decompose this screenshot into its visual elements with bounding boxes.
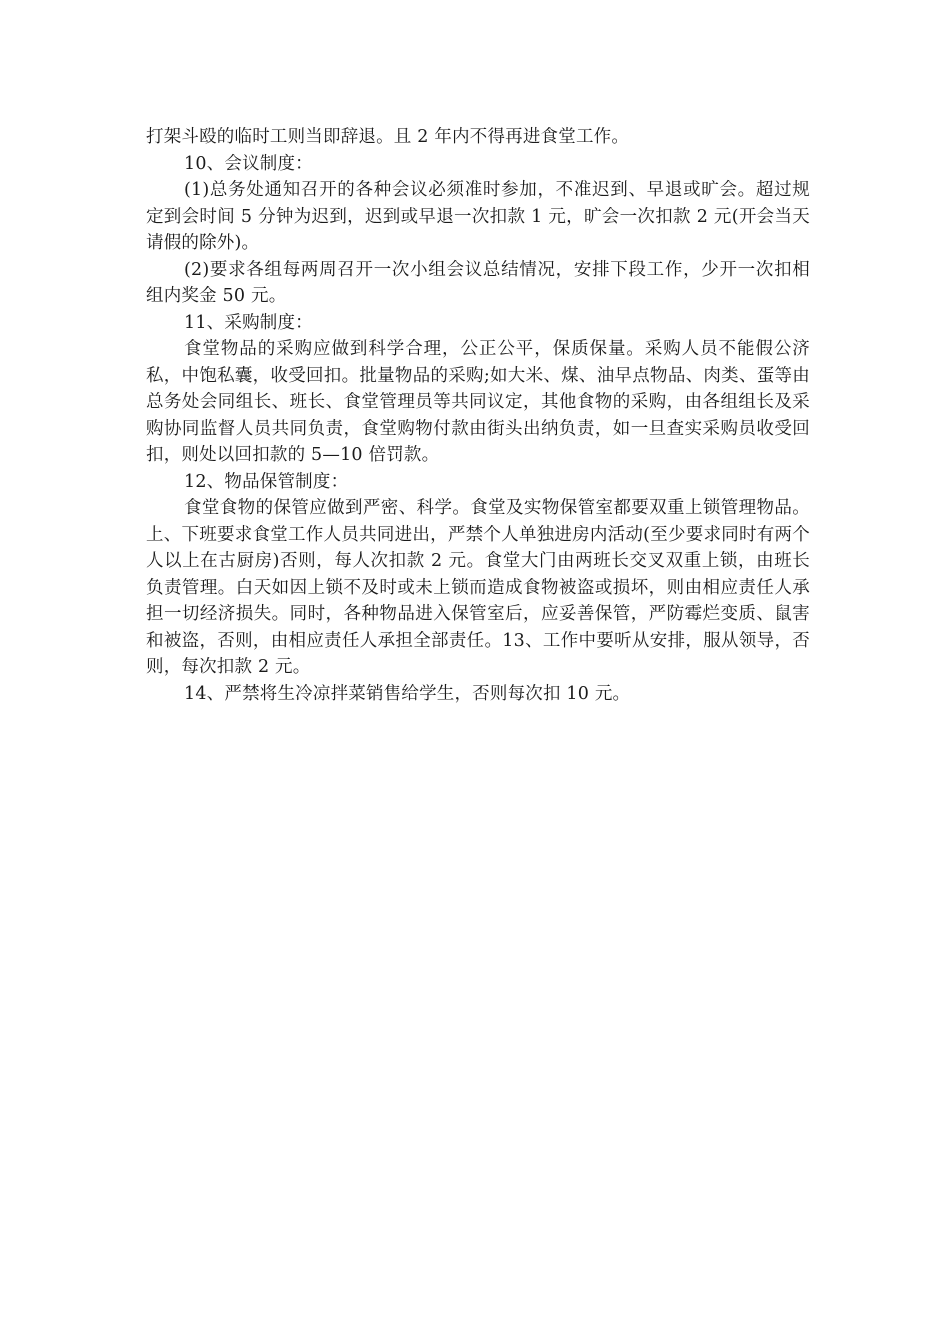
paragraph-1: 打架斗殴的临时工则当即辞退。且 2 年内不得再进食堂工作。 (146, 127, 630, 147)
paragraph-rule-14: 14、严禁将生冷凉拌菜销售给学生，否则每次扣 10 元。 (184, 683, 631, 704)
heading-meeting-rules: 10、会议制度： (184, 153, 313, 174)
paragraph-purchasing: 食堂物品的采购应做到科学合理，公正公平，保质保量。采购人员不能假公济私，中饱私囊，收受回扣。批量物品的采购;如大米、煤、油早点物品、肉类、蛋等由总务处会同组长、班长、食堂管理员等共同议定，其他食物的采购，由各组组长及采购协同监督人员共同负责，食堂购物付款由街头出纳负责，如一旦查实采购员收受回扣，则处以回扣款的 5—10 倍罚款。 (146, 339, 810, 465)
document-page (146, 124, 810, 707)
paragraph-storage: 食堂食物的保管应做到严密、科学。食堂及实物保管室都要双重上锁管理物品。上、下班要求食堂工作人员共同进出，严禁个人单独进房内活动(至少要求同时有两个人以上在古厨房)否则，每人次扣款 2 元。食堂大门由两班长交叉双重上锁，由班长负责管理。白天如因上锁不及时或未上锁而造成食物被盗或损坏，则由相应责任人承担一切经济损失。同时，各种物品进入保管室后，应妥善保管，严防霉烂变质、鼠害和被盗，否则，由相应责任人承担全部责任。13、工作中要听从安排，服从领导，否则，每次扣款 2 元。 (146, 498, 810, 677)
heading-storage-rules: 12、物品保管制度： (184, 471, 349, 492)
paragraph-meeting-rule-1: (1)总务处通知召开的各种会议必须准时参加，不准迟到、早退或旷会。超过规定到会时间 5 分钟为迟到，迟到或早退一次扣款 1 元，旷会一次扣款 2 元(开会当天请假的除外)。 (146, 180, 810, 253)
heading-purchasing-rules: 11、采购制度： (184, 312, 313, 333)
paragraph-meeting-rule-2: (2)要求各组每两周召开一次小组会议总结情况，安排下段工作，少开一次扣相组内奖金 50 元。 (146, 259, 810, 306)
